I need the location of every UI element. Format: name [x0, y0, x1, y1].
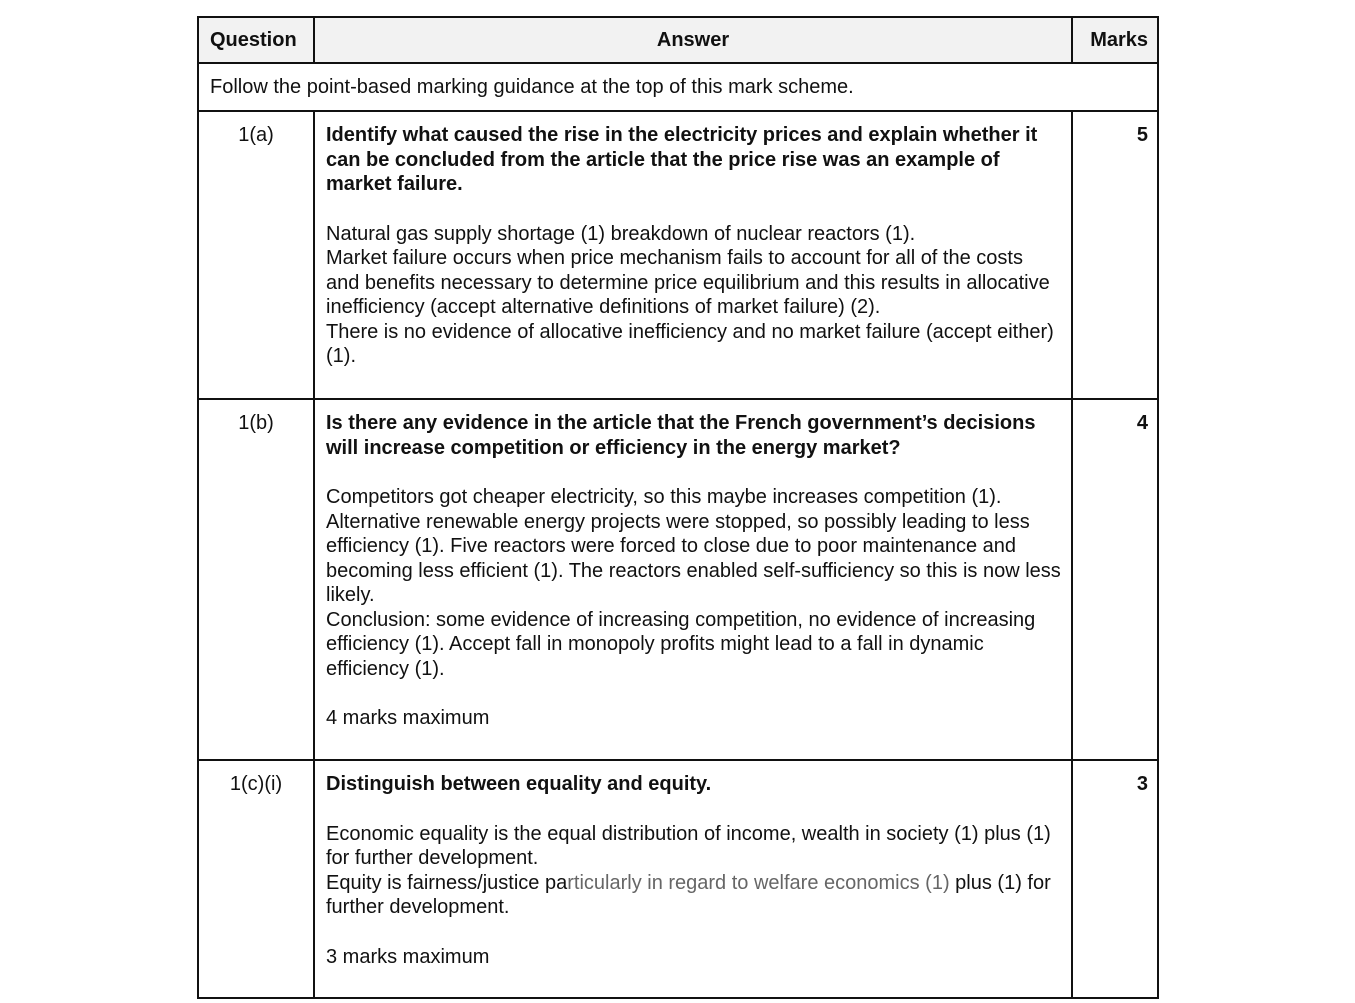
marks-value: 5 [1072, 111, 1158, 399]
header-answer: Answer [314, 17, 1072, 63]
table-row [198, 111, 1158, 399]
answer-cell [314, 399, 1072, 760]
header-question: Question [198, 17, 314, 63]
header-marks: Marks [1072, 17, 1158, 63]
question-id: 1(c)(i) [198, 760, 314, 998]
answer-line: Economic equality is the equal distribution of income, wealth in society (1) plus (1) for further development. [326, 822, 1051, 869]
question-text: Distinguish between equality and equity. [326, 773, 712, 795]
marks-value: 4 [1072, 399, 1158, 760]
table-header-row [198, 17, 1158, 63]
answer-cell [314, 111, 1072, 399]
question-text: Identify what caused the rise in the electricity prices and explain whether it can be concluded from the article that the price rise was an example of market failure. [326, 124, 1038, 195]
marks-value: 3 [1072, 760, 1158, 998]
answer-line-equity [326, 871, 1061, 920]
max-marks-note: 3 marks maximum [326, 945, 490, 968]
answer-line: Market failure occurs when price mechanism fails to account for all of the costs and benefits necessary to determine price equilibrium and this results in allocative inefficiency (accept alternative definitions of market failure) (2). [326, 247, 1050, 318]
answer-line: Natural gas supply shortage (1) breakdown of nuclear reactors (1). [326, 222, 916, 245]
equity-text-start: Equity is fairness/justice pa [326, 871, 568, 894]
guidance-row [198, 63, 1158, 111]
guidance-text: Follow the point-based marking guidance at the top of this mark scheme. [198, 63, 1158, 111]
mark-scheme-table [197, 16, 1159, 999]
answer-line: Competitors got cheaper electricity, so this maybe increases competition (1). Alternative renewable energy projects were stopped, so possibly leading to less efficiency (1). Five reactors were forced to close due to poor maintenance and becoming less efficient (1). The reactors enabled self-sufficiency so this is now less likely. [326, 486, 1061, 606]
equity-text-faded: rticularly in regard to welfare economics (1) [567, 871, 950, 894]
max-marks-note: 4 marks maximum [326, 707, 490, 729]
question-text: Is there any evidence in the article that the French government’s decisions will increase competition or efficiency in the energy market? [326, 412, 1036, 459]
question-id: 1(a) [198, 111, 314, 399]
answer-line: Conclusion: some evidence of increasing competition, no evidence of increasing efficiency (1). Accept fall in monopoly profits might lead to a fall in dynamic efficiency (1). [326, 608, 1036, 680]
question-id: 1(b) [198, 399, 314, 760]
table-row [198, 760, 1158, 998]
equity-text-end: plus (1) for further development. [326, 871, 1051, 918]
answer-line: There is no evidence of allocative inefficiency and no market failure (accept either) (1). [326, 320, 1054, 367]
answer-cell [314, 760, 1072, 998]
table-row [198, 399, 1158, 760]
